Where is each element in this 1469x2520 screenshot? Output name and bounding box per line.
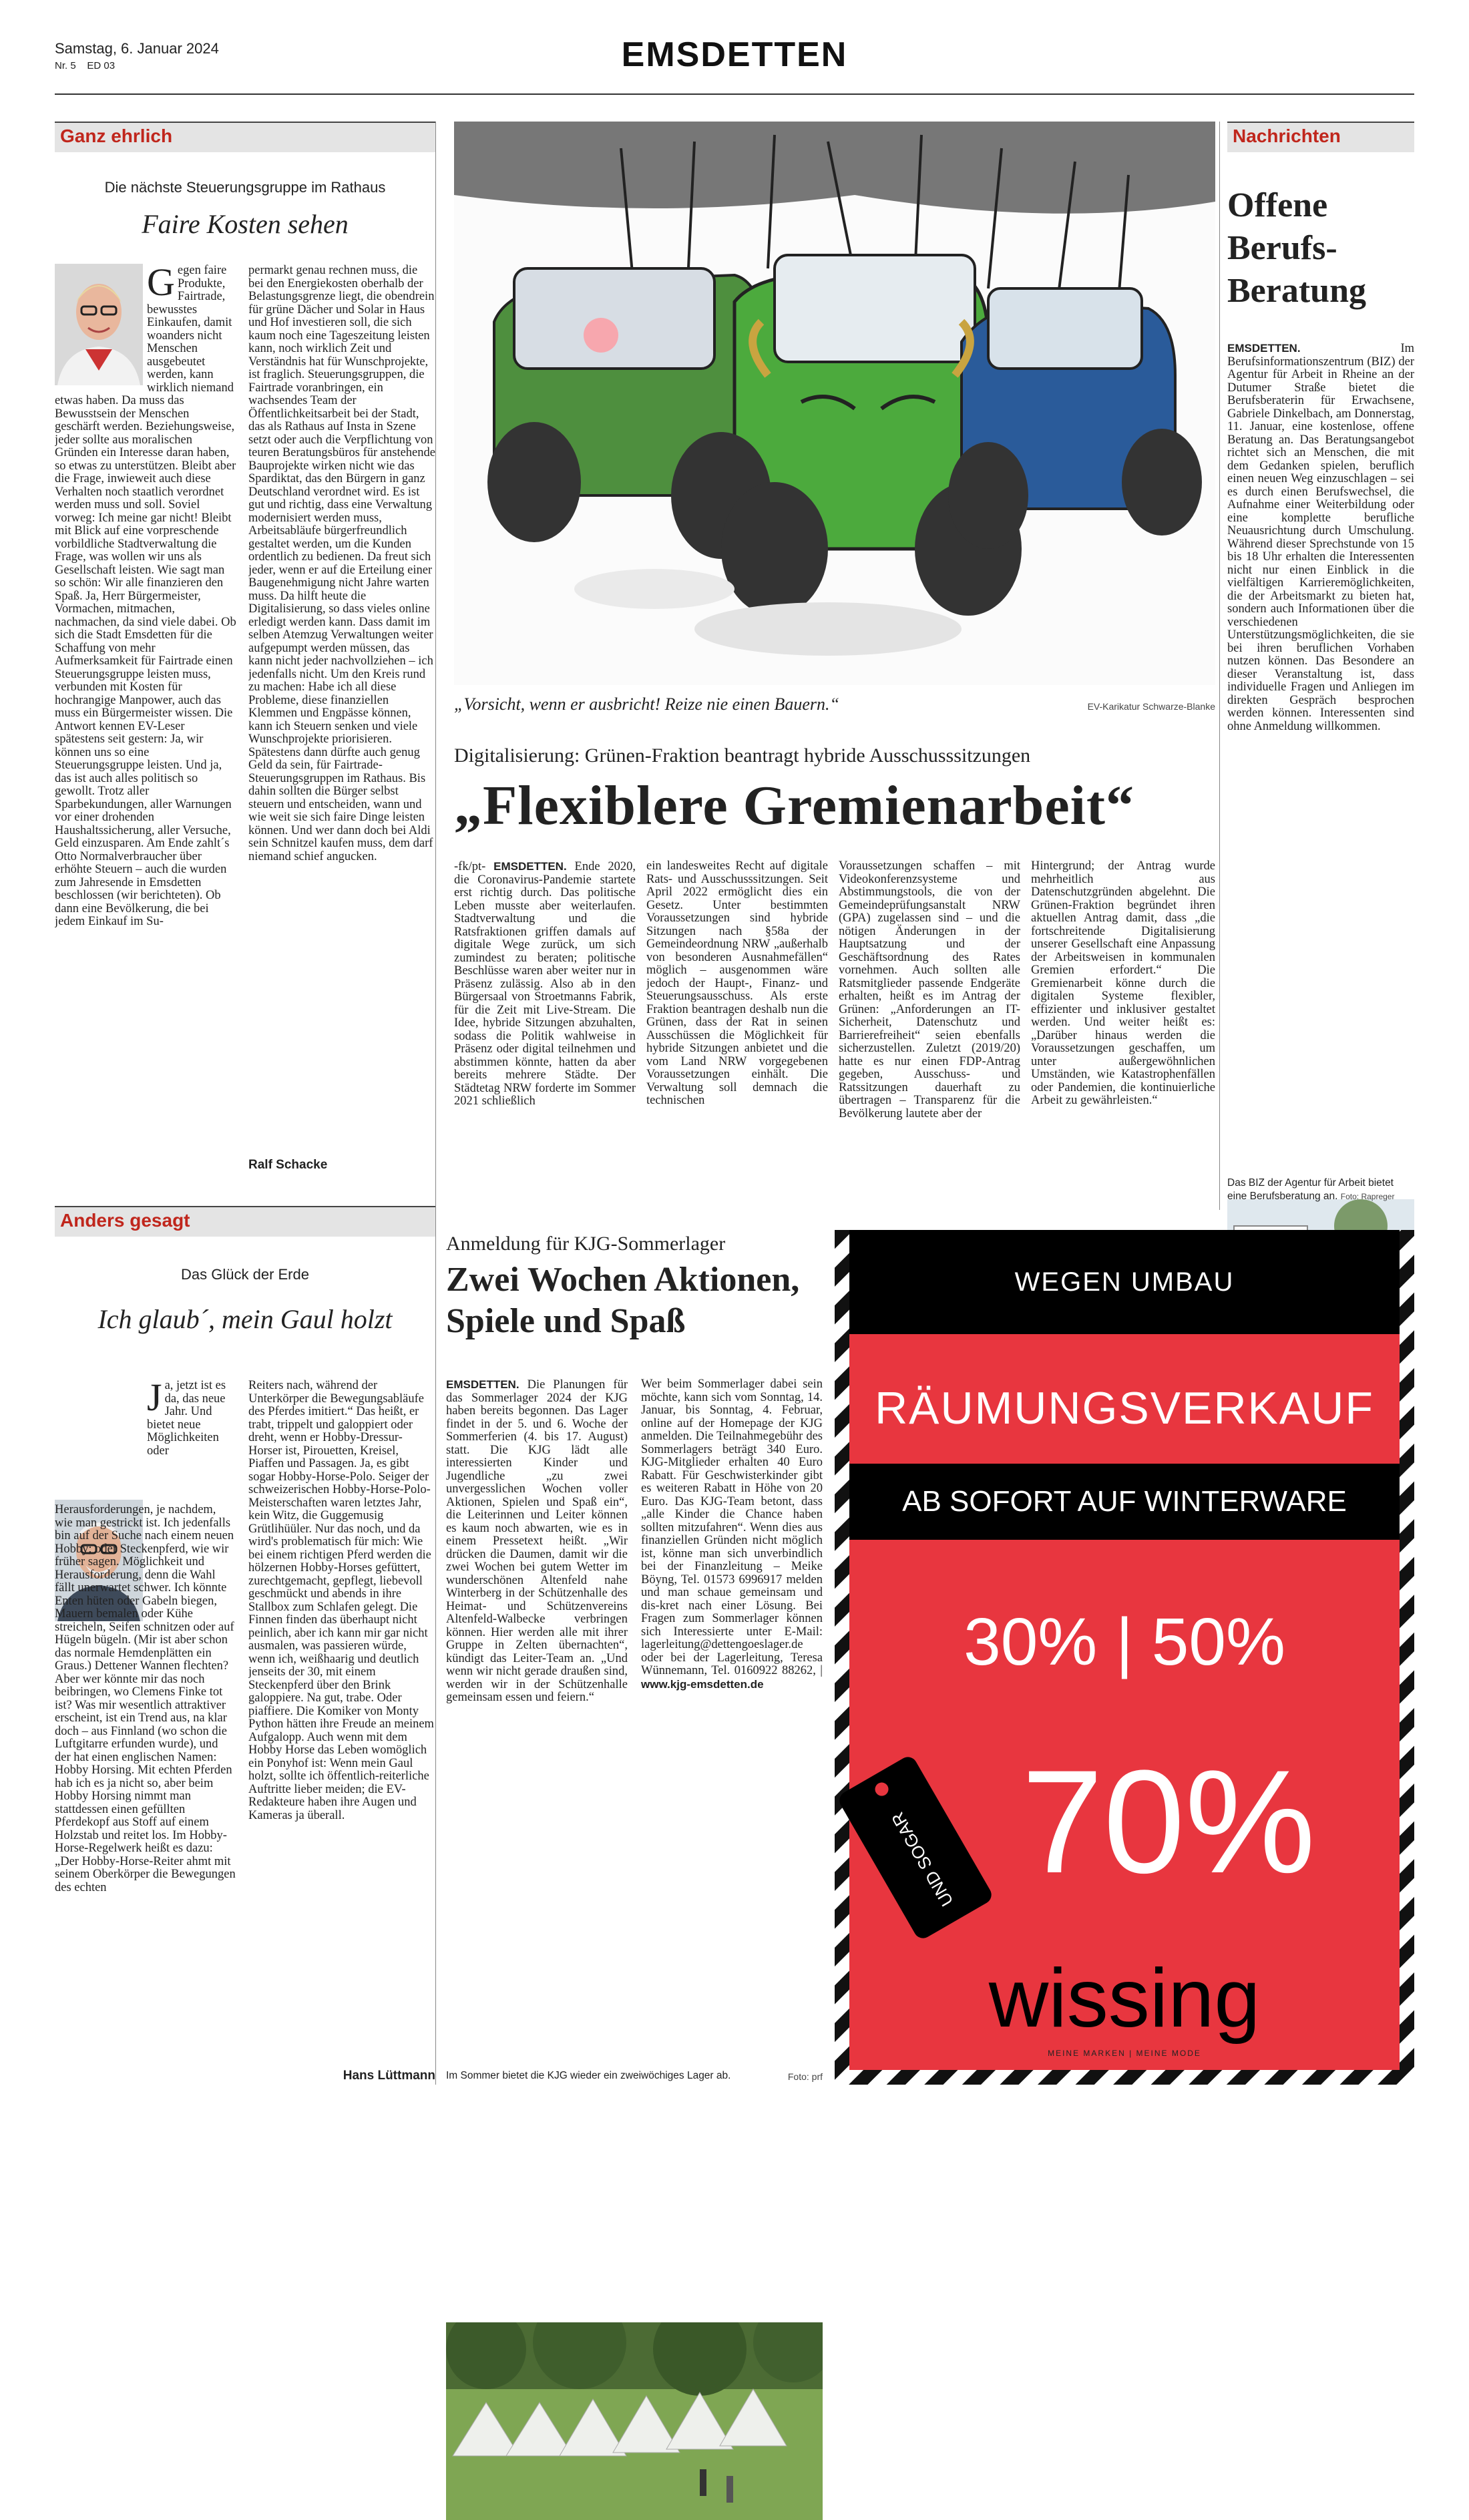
ganz-ehrlich-kicker: Die nächste Steuerungsgruppe im Rathaus xyxy=(104,179,386,196)
lead-article-text-2: ein landesweites Recht auf digitale Rats- und Ausschusssitzungen. Seit April 2022 ermöglicht dies ein Gesetz. Unter bestimmten Voraussetzungen sind hybride Sitzungen nach §58a der Gemeindeordnung NRW „außerhalb von besonderen Ausnahmefällen“ möglich – ausgenommen wäre jedoch der Haupt-, Finanz- und Steuerungsausschuss. Als erste Fraktion beantragen deshalb nun die Grünen, dass der Rat in seinen Ausschüssen die Möglichkeit für hybride Sitzungen anbietet und die vom Land NRW vorgegebenen Voraussetzungen einhält. Die Verwaltung soll demnach die technischen xyxy=(646,860,828,1107)
ad-big-percent: 70% xyxy=(1021,1739,1316,1904)
kjg-column-2 xyxy=(641,1378,823,1852)
section-title: EMSDETTEN xyxy=(621,35,848,74)
cartoon-credit: EV-Karikatur Schwarze-Blanke xyxy=(1087,701,1215,712)
anders-gesagt-author: Hans Lüttmann xyxy=(343,2069,435,2083)
anders-gesagt-box-title: Anders gesagt xyxy=(55,1206,435,1237)
dateline: EMSDETTEN. xyxy=(446,1378,519,1391)
ad-headline: RÄUMUNGSVERKAUF xyxy=(875,1383,1374,1434)
nachrichten-body xyxy=(1227,342,1414,943)
nachrichten-photo-caption-block xyxy=(1227,1177,1414,1203)
lead-article-column-2 xyxy=(646,860,828,1207)
edition-code: ED 03 xyxy=(87,60,116,71)
lead-article-text-3: Voraussetzungen schaffen – mit Videokonferenzsysteme und Abstimmungstools, die von der Gemeindeprüfungsanstalt NRW (GPA) zugelassen sind – und die nötigen Änderungen in der Hauptsatzung und der Geschäftsordnung des Rates vornehmen. Auch sollten alle Ratsmitglieder passende Endgeräte erhalten, heißt es im Antrag der Grünen: „Anforderungen an IT-Sicherheit, Datenschutz und Barrierefreiheit“ seien ebenfalls sicherzustellen. Zuletzt (2019/20) hatte es nur einen FDP-Antrag gegeben, Ausschuss- und Ratssitzungen dauerhaft zu übertragen – Transparenz für die Bevölkerung lautete aber der xyxy=(839,860,1020,1120)
tents-image xyxy=(446,2322,823,2520)
lead-article-column-3 xyxy=(839,860,1020,1207)
kjg-subhead: Anmeldung für KJG-Sommerlager xyxy=(446,1233,726,1255)
nachrichten-photo-caption: Das BIZ der Agentur für Arbeit bietet eine Berufsberatung an. xyxy=(1227,1177,1394,1202)
kjg-text-2: Wer beim Sommerlager dabei sein möchte, kann sich vom Sonntag, 14. Januar, bis Sonntag, 4. Februar, online auf der Homepage der KJG anmelden. Die Teilnahmegebühr des Sommerlagers beträgt 340 Euro. KJG-Mitglieder erhalten 40 Euro Rabatt. Für Geschwisterkinder gibt es weiteren Rabatt in Höhe von 20 Euro. Das KJG-Team betont, dass „alle Kinder die Chance haben sollten mitzufahren“. Wenn dies aus finanziellen Gründen nicht möglich ist, könne man sich unverbindlich bei der Finanzleitung – Meike Böyng, Tel. 01573 6996917 melden und man schaue gemeinsam und dis-kret nach einer Lösung. Bei Fragen zum Sommerlager können sich Interessierte unter E-Mail: lagerleitung@dettengoeslager.de oder bei der Lagerleitung, Teresa Wünnemann, Tel. 0160922 88262, | xyxy=(641,1378,823,1677)
anders-gesagt-title: Ich glaub´, mein Gaul holzt xyxy=(97,1304,393,1334)
ad-slogan: MEINE MARKEN | MEINE MODE xyxy=(1048,2049,1201,2058)
dropcap: G xyxy=(147,264,175,304)
issue-date: Samstag, 6. Januar 2024 xyxy=(55,40,219,57)
ganz-ehrlich-column-1 xyxy=(55,264,236,1173)
cartoon-caption: „Vorsicht, wenn er ausbricht! Reize nie einen Bauern.“ xyxy=(454,694,839,714)
ad-tag-text: UND SOGAR xyxy=(887,1808,958,1910)
lead-article-headline: „Flexiblere Gremienarbeit“ xyxy=(454,775,1134,837)
column-divider xyxy=(1219,122,1220,1210)
ad-top-line: WEGEN UMBAU xyxy=(849,1230,1400,1334)
kjg-camp-photo xyxy=(446,2322,823,2520)
kjg-photo-caption: Im Sommer bietet die KJG wieder ein zweiwöchiges Lager ab. xyxy=(446,2070,731,2081)
anders-gesagt-column-2 xyxy=(248,1380,435,2061)
kjg-column-1 xyxy=(446,1378,628,1852)
kjg-text-1: Die Planungen für das Sommerlager 2024 der KJG haben bereits begonnen. Das Lager findet in der 5. und 6. Woche der Sommerferien (4. bis 17. August) statt. Die KJG lädt alle interessierten Kinder und Jugendliche „zu zwei unvergesslichen Wochen voller Aktionen, Spielen und Spaß ein“, die Leiterinnen und Leiter können es kaum noch abwarten, wie es in einem Pressetext heißt. „Wir drücken die Daumen, damit wir die zwei Wochen bei gutem Wetter im wunderschönen Altenfeld nahe Winterberg in der Schützenhalle des Heimat- und Schützenvereins Altenfeld-Walbecke verbringen können. Hier werden alle mit ihrer Gruppe in Zelten übernachten“, kündigt das Leiter-Team an. „Und wenn wir nicht gerade draußen sind, werden wir in der Schützenhalle gemeinsam essen und feiern.“ xyxy=(446,1378,628,1704)
kjg-headline: Zwei Wochen Aktionen, Spiele und Spaß xyxy=(446,1261,800,1340)
ganz-ehrlich-text-1: egen faire Produkte, Fairtrade, bewusstes Einkaufen, damit woanders nicht Menschen ausgebeutet werden, kann wirklich niemand etwas haben. Da muss das Bewusstsein der Menschen geschärft werden. Beziehungsweise, jeder sollte aus moralischen Gründen ein Interesse daran haben, so etwas zu unterstützen. Bleibt aber die Frage, inwieweit auch diese Verhalten noch staatlich verordnet werden muss und soll. Soviel vorweg: Ich meine gar nicht! Bleibt mit Blick auf eine vorpreschende vorbildliche Stadtverwaltung die Frage, was wollen wir uns als Gesellschaft leisten. Wie sagt man so schön: Wir alle finanzieren den Spaß. Ja, Herr Bürgermeister, Vormachen, mitmachen, nachmachen, da sind viele dabei. Ob sich die Stadt Emsdetten für die Schaffung von mehr Aufmerksamkeit für Fairtrade einen Steuerungsgruppe leisten muss, verbunden mit Kosten für hochrangige Manpower, auch das muss ein Bürgermeister wissen. Die Antwort kennen EV-Leser spätestens seit gestern: Ja, wir können uns so eine Steuerungsgruppe leisten. Und ja, das ist auch alles politisch so gewollt. Trotz aller Sparbekundungen, aller Warnungen vor einer drohenden Haushaltssicherung, aller Versuche, Geld einzusparen. Am Ende zahlt´s Otto Normalverbraucher über erhöhte Steuern – auch die wurden zum Jahresende in Emsdetten beschlossen (wir berichteten). Ob dann eine Bevölkerung, die bei jedem Einkauf im Su- xyxy=(55,264,236,928)
cartoon-illustration xyxy=(454,122,1215,685)
lead-article-column-1 xyxy=(454,860,636,1207)
ganz-ehrlich-column-2 xyxy=(248,264,435,1159)
nachrichten-photo-credit: Foto: Rapreger xyxy=(1340,1192,1395,1201)
byline: -fk/pt- xyxy=(454,860,486,873)
ad-subline: AB SOFORT AUF WINTERWARE xyxy=(849,1464,1400,1540)
nachrichten-headline: Offene Berufs-Beratung xyxy=(1227,186,1366,310)
dropcap: J xyxy=(147,1380,162,1419)
wissing-advertisement[interactable] xyxy=(835,1230,1414,2085)
lead-article-text-4: Hintergrund; der Antrag wurde mehrheitlich aus Datenschutzgründen abgelehnt. Die Grünen-Fraktion begründet ihren aktuellen Antrag damit, dass „die fortschreitende Digitalisierung unserer Gesellschaft eine Anpassung der Arbeitsweisen in kommunalen Gremien erfordert.“ Die Gremienarbeit könne durch die digitalen Systeme flexibler, effizienter und inklusiver gestaltet werden. Und weiter heißt es: „Darüber hinaus werden die Voraussetzungen geschaffen, um unter außergewöhnlichen Umständen, wie Katastrophenfällen oder Pandemien, die kontinuierliche Arbeit zu gewährleisten.“ xyxy=(1031,860,1215,1107)
tractors-cartoon-image xyxy=(454,122,1215,685)
anders-gesagt-kicker: Das Glück der Erde xyxy=(181,1266,309,1283)
lead-article-column-4 xyxy=(1031,860,1215,1207)
column-divider xyxy=(435,122,436,2085)
dateline: EMSDETTEN. xyxy=(1227,342,1301,355)
nachrichten-box-title: Nachrichten xyxy=(1227,122,1414,152)
masthead-rule xyxy=(55,93,1414,95)
lead-article-subhead: Digitalisierung: Grünen-Fraktion beantragt hybride Ausschusssitzungen xyxy=(454,745,1031,767)
anders-gesagt-column-1 xyxy=(55,1380,236,2081)
kjg-website-link[interactable]: www.kjg-emsdetten.de xyxy=(641,1677,764,1691)
ad-percentages: 30% | 50% xyxy=(964,1605,1285,1679)
lead-article-text-1: Ende 2020, die Coronavirus-Pandemie startete erst richtig durch. Das politische Leben musste aber weiterlaufen. Stadtverwaltung und die Ratsfraktionen griffen damals auf digitale Wege zurück, um sich zumindest zu beraten; politische Beschlüsse waren aber weiter nur in Präsenz zulässig. Also ab in den Bürgersaal von Stroetmanns Fabrik, für die Zeit mit Live-Stream. Die Idee, hybride Sitzungen abzuhalten, sodass die Politik wahlweise in Präsenz oder digital teilnehmen und abstimmen könnte, hatten da aber bereits mehrere Städte. Der Städtetag NRW forderte im Sommer 2021 schließlich xyxy=(454,860,636,1108)
anders-gesagt-text-1: a, jetzt ist es da, das neue Jahr. Und bietet neue Möglichkeiten oder Herausforderungen, je nachdem, wie man gestrickt ist. Ich jedenfalls bin auf der Suche nach einem neuen Hobby; oder Steckenpferd, wie wir früher sagen. Möglichkeit und Herausforderung, denn die Wahl fällt unerwartet schwer. Ich könnte Enten hüten oder Gabeln biegen, Mauern bemalen oder Kühe streicheln, Seifen schnitzen oder auf Hügeln bügeln. (Mir ist aber schon das normale Hemdenplätten ein Graus.) Dettener Wannen flechten? Aber wer könnte mir das noch beibringen, wo Clemens Finke tot ist? Was mir wesentlich attraktiver erscheint, ist ein Trend aus, na klar doch – aus Finnland (wo schon die Luftgitarre erfunden wurde), und der hat einen englischen Namen: Hobby Horsing. Mit echten Pferden hab ich es ja nicht so, aber beim Hobby Horsing nimmt man stattdessen einen gefüllten Pferdekopf aus Stoff auf einem Holzstab und reitet los. Im Hobby-Horse-Regelwerk heißt es dazu: „Der Hobby-Horse-Reiter ahmt mit seinem Oberkörper die Bewegungen des echten xyxy=(55,1380,236,1894)
anders-gesagt-text-2: Reiters nach, während der Unterkörper die Bewegungsabläufe des Pferdes imitiert.“ Das heißt, er trabt, trippelt und galoppiert oder dreht, wenn er Hobby-Dressur-Horser ist, Pirouetten, Kreisel, Piaffen und Passagen. Ja, es gibt sogar Hobby-Horse-Polo. Seiger der schweizerischen Hobby-Horse-Polo-Meisterschaften waren letztes Jahr, kein Witz, die Guggemusig Grütlihüüler. Nur das noch, und da wird's problematisch für mich: Wie bei einem richtigen Pferd werden die hölzernen Hobby-Horses gefüttert, zurechtgemacht, gepflegt, liebevoll geschmückt und abends in ihre Stallbox zum Schlafen gelegt. Die Finnen finden das überhaupt nicht peinlich, aber ich kann mir gar nicht ausmalen, was passieren würde, wenn ich, weißhaarig und deutlich jenseits der 30, mit einem Steckenpferd über den Brink galoppiere. Na gut, trabe. Oder piaffiere. Die Komiker von Monty Python hätten ihre Freude an meinem Aufgalopp. Auch wenn mit dem Hobby Horse das Leben womöglich ein Ponyhof ist: Wenn mein Gaul holzt, sollte ich öffentlich-reiterliche Auftritte lieber meiden; die EV-Redakteure haben ihre Augen und Kameras ja überall. xyxy=(248,1380,434,1822)
ganz-ehrlich-box-title: Ganz ehrlich xyxy=(55,122,435,152)
kjg-photo-credit: Foto: prf xyxy=(787,2071,823,2082)
nachrichten-text: Im Berufsinformationszentrum (BIZ) der Agentur für Arbeit in Rheine an der Dutumer Straße bietet die Berufsberaterin für Erwachsene, Gabriele Dinkelbach, am Donnerstag, 11. Januar, eine kostenlose, offene Beratung an. Das Beratungsangebot richtet sich an Menschen, die mit dem Gedanken spielen, beruflich einen neuen Weg einzuschlagen – sei es durch einen Berufswechsel, die Aufnahme einer Weiterbildung oder eine komplette berufliche Neuausrichtung durch Umschulung. Während dieser Sprechstunde von 15 bis 18 Uhr erhalten die Interessenten nicht nur einen Einblick in die vielfältigen Karrieremöglichkeiten, die der Arbeitsmarkt zu bieten hat, sondern auch Informationen über die verschiedenen Unterstützungsmöglichkeiten, die sie bei ihren beruflichen Vorhaben nutzen können. Das Besondere an dieser Veranstaltung ist, dass individuelle Fragen und Anliegen im direkten Gespräch besprochen werden können. Interessenten sind ohne Anmeldung willkommen. xyxy=(1227,342,1414,733)
ganz-ehrlich-author: Ralf Schacke xyxy=(248,1158,328,1172)
issue-number: Nr. 5 xyxy=(55,60,76,71)
ad-brand-logo: wissing xyxy=(988,1952,1261,2045)
dateline: EMSDETTEN. xyxy=(493,860,567,873)
ganz-ehrlich-title: Faire Kosten sehen xyxy=(142,209,349,239)
ganz-ehrlich-text-2: permarkt genau rechnen muss, die bei den Energiekosten oberhalb der Belastungsgrenze liegt, die obendrein für grüne Dächer und Solar in Haus und Hof investieren soll, die sich kaum noch eine Tageszeitung leisten kann, noch wirklich Zeit und Verständnis hat für Wunschprojekte, ist fraglich. Steuerungsgruppen, die Fairtrade voranbringen, ein wachsendes Team der Öffentlichkeitsarbeit bei der Stadt, das als Rathaus auf Insta in Szene setzt oder auch die Verpflichtung von teuren Beratungsbüros für anstehende Bauprojekte wirken nicht wie das Spardiktat, das den Bürgern in ganz Deutschland verordnet wird. Es ist gut und richtig, dass eine Verwaltung modernisiert werden muss, Arbeitsabläufe bürgerfreundlich gestaltet werden, um die Kunden ordentlich zu bedienen. Da freut sich jeder, wenn er auf die Erteilung einer Baugenehmigung nicht Jahre warten muss. Da hilft heute die Digitalisierung, so dass vieles online erledigt werden kann. Dass damit im selben Atemzug Verwaltungen weiter aufgepumpt werden müssen, das kann nicht jeder nachvollziehen – ich jedenfalls nicht. Um den Kreis rund zu machen: Habe ich all diese Probleme, diese finanziellen Klemmen und Engpässe können, kann ich Steuern senken und viele Wunschprojekte priorisieren. Spätestens dann dürfte auch genug Geld da sein, für Fairtrade-Steuerungsgruppen im Rathaus. Bis dahin sollten die Bürger selbst steuern und entscheiden, wann und wie weit sie sich faire Dinge leisten können. Und wer dann doch bei Aldi sein Schnitzel kaufen muss, dem darf niemand schief angucken. xyxy=(248,264,435,863)
